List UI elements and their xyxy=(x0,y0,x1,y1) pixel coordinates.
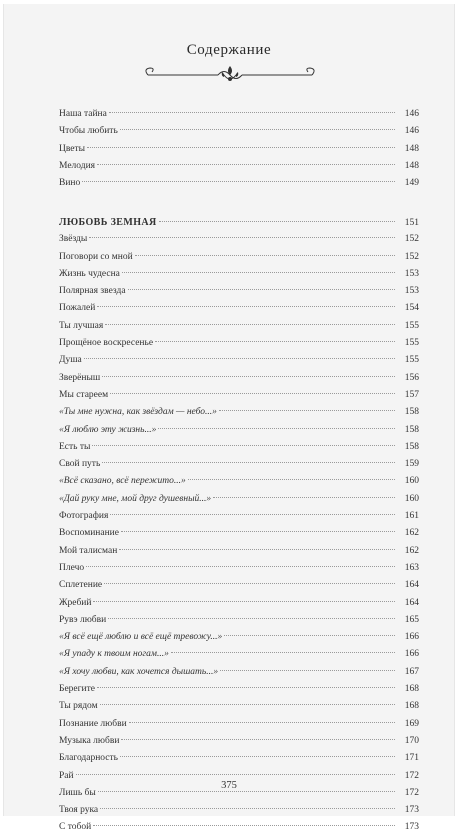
dot-leader xyxy=(119,541,395,550)
toc-entry-page: 154 xyxy=(404,303,419,314)
dot-leader xyxy=(155,333,395,342)
toc-entry-title: С тобой xyxy=(59,822,92,833)
toc-entry-title: Мы стареем xyxy=(59,389,109,400)
dot-leader xyxy=(129,714,395,723)
toc-entry-title: Благодарность xyxy=(59,753,118,764)
dot-leader xyxy=(171,644,395,653)
dot-leader xyxy=(158,420,395,429)
toc-entry-page: 155 xyxy=(404,320,419,331)
toc-entry-title: ЛЮБОВЬ ЗЕМНАЯ xyxy=(59,217,157,228)
page-number: 375 xyxy=(221,780,237,791)
toc-entry-title: «Всё сказано, всё пережито...» xyxy=(59,476,186,487)
dot-leader xyxy=(128,281,395,290)
toc-entry-title: Звёзды xyxy=(59,234,88,245)
dot-leader xyxy=(120,121,395,130)
toc-entry-title: Чтобы любить xyxy=(59,126,118,137)
toc-entry-page: 172 xyxy=(404,770,419,781)
dot-leader xyxy=(92,437,395,446)
dot-leader xyxy=(93,593,395,602)
toc-entry-page: 167 xyxy=(404,666,419,677)
dot-leader xyxy=(86,558,395,567)
dot-leader xyxy=(110,385,395,394)
dot-leader xyxy=(97,156,395,165)
toc-entry-page: 162 xyxy=(404,528,419,539)
toc-entry-page: 170 xyxy=(404,735,419,746)
dot-leader xyxy=(104,575,395,584)
toc-entry-page: 159 xyxy=(404,459,419,470)
toc-entry-page: 160 xyxy=(404,476,419,487)
toc-entry-page: 146 xyxy=(404,126,419,137)
toc-entry-title: Зверёныш xyxy=(59,372,101,383)
page-title: Содержание xyxy=(186,42,272,58)
toc-entry-title: Жребий xyxy=(59,597,92,608)
toc-entry-page: 164 xyxy=(404,597,419,608)
toc-entry-page: 162 xyxy=(404,545,419,556)
dot-leader xyxy=(121,731,395,740)
dot-leader xyxy=(82,173,395,182)
dot-leader xyxy=(93,817,395,826)
toc-entry-title: Ты лучшая xyxy=(59,320,104,331)
toc-entry-page: 165 xyxy=(404,614,419,625)
toc-entry-title: Пожалей xyxy=(59,303,96,314)
dot-leader xyxy=(84,350,395,359)
toc-entry-page: 172 xyxy=(404,787,419,798)
dot-leader xyxy=(159,213,395,222)
dot-leader xyxy=(109,104,395,113)
toc-entry-title: «Ты мне нужна, как звёздам — небо...» xyxy=(59,407,217,418)
toc-entry-title: Воспоминание xyxy=(59,528,119,539)
dot-leader xyxy=(213,489,395,498)
toc-entry-title: Твоя рука xyxy=(59,805,99,816)
toc-entry-page: 160 xyxy=(404,493,419,504)
toc-entry-page: 153 xyxy=(404,268,419,279)
flourish-ornament-icon xyxy=(142,64,318,86)
toc-entry-title: Познание любви xyxy=(59,718,127,729)
toc-entry-page: 146 xyxy=(404,109,419,119)
toc-entry-title: Мелодия xyxy=(59,160,96,171)
toc-entry-page: 166 xyxy=(404,632,419,643)
toc-entry-title: «Я хочу любви, как хочется дышать...» xyxy=(59,666,219,677)
book-page xyxy=(3,4,455,833)
toc-entry xyxy=(59,819,419,836)
dot-leader xyxy=(97,679,395,688)
toc-entry-title: Свой путь xyxy=(59,459,101,470)
dot-leader xyxy=(120,748,395,757)
toc-entry-page: 148 xyxy=(404,160,419,171)
toc-entry-title: Музыка любви xyxy=(59,735,120,746)
dot-leader xyxy=(220,662,395,671)
toc-entry-page: 149 xyxy=(404,178,419,189)
dot-leader xyxy=(97,298,395,307)
toc-entry-page: 151 xyxy=(404,218,419,228)
toc-entry-page: 155 xyxy=(404,355,419,366)
toc-entry-page: 152 xyxy=(404,251,419,262)
dot-leader xyxy=(100,696,395,705)
toc-entry-title: «Я упаду к твоим ногам...» xyxy=(59,649,169,660)
toc-entry-title: Полярная звезда xyxy=(59,286,126,297)
toc-entry-page: 163 xyxy=(404,562,419,573)
toc-entry-title: «Я люблю эту жизнь...» xyxy=(59,424,157,435)
toc-entry-title: Сплетение xyxy=(59,580,103,591)
toc-section-a xyxy=(59,106,419,192)
toc-entry-title: Прощёное воскресенье xyxy=(59,338,154,349)
toc-entry-title: Ты рядом xyxy=(59,701,98,712)
toc-entry-page: 173 xyxy=(404,822,419,833)
toc-entry-page: 168 xyxy=(404,701,419,712)
toc-entry-title: Мой талисман xyxy=(59,545,118,556)
toc-entry-title: Поговори со мной xyxy=(59,251,133,262)
dot-leader xyxy=(110,506,395,515)
toc-entry-title: Рай xyxy=(59,770,74,781)
dot-leader xyxy=(102,454,395,463)
toc-entry-title: Рувэ любви xyxy=(59,614,107,625)
toc-entry-page: 166 xyxy=(404,649,419,660)
toc-entry-title: Наша тайна xyxy=(59,109,107,119)
toc-entry-page: 158 xyxy=(404,424,419,435)
toc-entry-title: Жизнь чудесна xyxy=(59,268,120,279)
dot-leader xyxy=(89,229,395,238)
dot-leader xyxy=(224,627,395,636)
toc-entry-page: 158 xyxy=(404,441,419,452)
toc-entry-title: Душа xyxy=(59,355,82,366)
toc-entry-page: 153 xyxy=(404,286,419,297)
toc-entry-page: 173 xyxy=(404,805,419,816)
dot-leader xyxy=(100,800,395,809)
toc-entry-title: Лишь бы xyxy=(59,787,96,798)
toc-entry-page: 152 xyxy=(404,234,419,245)
toc-entry-title: «Дай руку мне, мой друг душевный...» xyxy=(59,493,212,504)
dot-leader xyxy=(135,247,395,256)
toc-entry-page: 155 xyxy=(404,338,419,349)
toc-entry-title: Фотография xyxy=(59,511,109,522)
toc-entry-page: 171 xyxy=(404,753,419,764)
toc-section-b xyxy=(59,214,419,837)
toc-entry-page: 164 xyxy=(404,580,419,591)
toc-entry-title: «Я всё ещё люблю и всё ещё тревожу...» xyxy=(59,632,223,643)
toc-entry-title: Вино xyxy=(59,178,81,189)
dot-leader xyxy=(122,264,395,273)
dot-leader xyxy=(87,139,395,148)
toc-entry-title: Есть ты xyxy=(59,441,91,452)
dot-leader xyxy=(102,368,395,377)
dot-leader xyxy=(121,523,395,532)
dot-leader xyxy=(188,471,395,480)
toc-entry-title: Берегите xyxy=(59,684,95,695)
toc-entry-page: 157 xyxy=(404,389,419,400)
dot-leader xyxy=(76,766,395,775)
dot-leader xyxy=(108,610,395,619)
toc-entry-page: 158 xyxy=(404,407,419,418)
toc-entry-page: 169 xyxy=(404,718,419,729)
toc-entry-page: 168 xyxy=(404,684,419,695)
toc-entry xyxy=(59,175,419,192)
toc-entry-title: Плечо xyxy=(59,562,85,573)
dot-leader xyxy=(105,316,395,325)
dot-leader xyxy=(219,402,395,411)
toc-entry-title: Цветы xyxy=(59,143,86,154)
toc-entry-page: 156 xyxy=(404,372,419,383)
toc-entry-page: 161 xyxy=(404,511,419,522)
toc-entry-page: 148 xyxy=(404,143,419,154)
